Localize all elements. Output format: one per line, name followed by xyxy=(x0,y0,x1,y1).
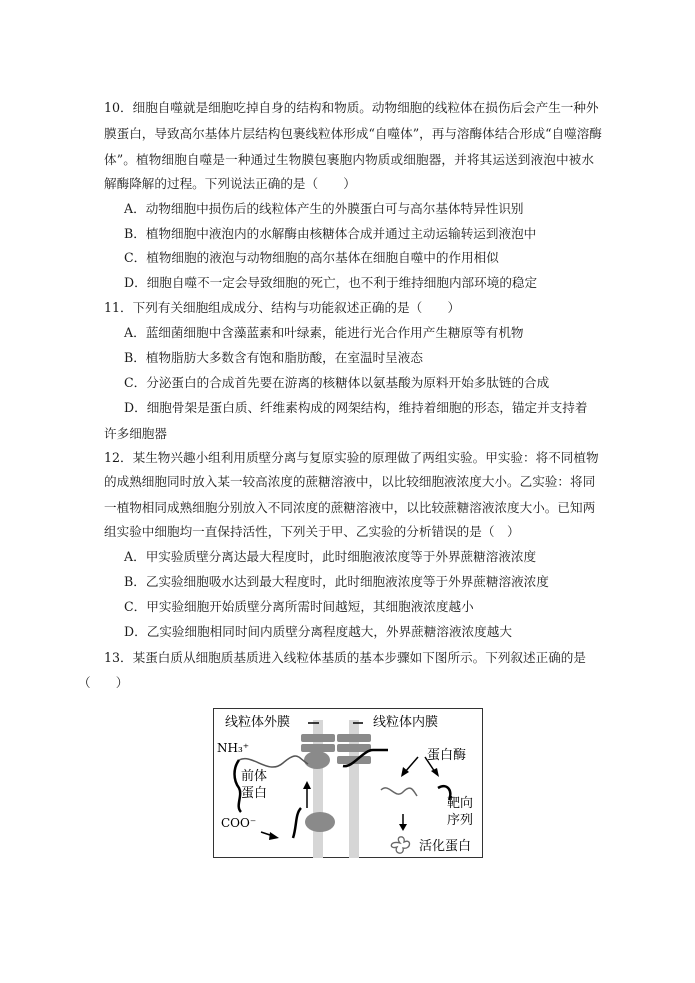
q10-option-a-text: A．动物细胞中损伤后的线粒体产生的外膜蛋白可与高尔基体特异性识别 xyxy=(124,201,524,216)
coo-label: COO⁻ xyxy=(221,816,257,830)
q11-option-a-text: A．蓝细菌细胞中含藻蓝素和叶绿素，能进行光合作用产生糖原等有机物 xyxy=(124,325,524,340)
q13-answer-blank: （ ） xyxy=(78,675,129,690)
q10-stem-line-4: 解酶降解的过程。下列说法正确的是（ ） xyxy=(104,176,356,191)
outer-channel-globule xyxy=(304,751,330,769)
q10-option-c xyxy=(104,250,594,266)
q10-option-a xyxy=(104,201,594,217)
q12-option-c xyxy=(104,599,594,615)
q12-option-c-text: C．甲实验细胞开始质壁分离所需时间越短，其细胞液浓度越小 xyxy=(124,599,474,614)
q12-stem-line-3: 一植物相同成熟细胞分别放入不同浓度的蔗糖溶液中，以比较蔗糖溶液浓度大小。已知两 xyxy=(104,500,596,515)
q10-option-b-text: B．植物细胞中液泡内的水解酶由核糖体合成并通过主动运输转运到液泡中 xyxy=(124,226,537,241)
q10-option-b xyxy=(104,226,594,242)
target-sequence-label-line-1: 靶向 xyxy=(447,796,474,811)
precursor-label-line-2: 蛋白 xyxy=(241,786,268,801)
outer-membrane-label: 线粒体外膜 xyxy=(225,715,291,730)
protease-label: 蛋白酶 xyxy=(427,748,467,763)
target-sequence-label-line-2: 序列 xyxy=(447,813,474,828)
q11-option-d-text: D．细胞骨架是蛋白质、纤维素构成的网架结构，维持着细胞的形态，锚定并支持着 xyxy=(124,400,588,415)
inner-channel-mid xyxy=(337,744,371,752)
q12-option-a-text: A．甲实验质壁分离达最大程度时，此时细胞液浓度等于外界蔗糖溶液浓度 xyxy=(124,549,537,564)
q11-option-b xyxy=(104,350,594,366)
q11-option-c-text: C．分泌蛋白的合成首先要在游离的核糖体以氨基酸为原料开始多肽链的合成 xyxy=(124,375,550,390)
activated-protein-label: 活化蛋白 xyxy=(419,839,472,854)
q11-option-a xyxy=(104,325,594,341)
q11-option-d xyxy=(104,400,594,416)
q10-option-d-text: D．细胞自噬不一定会导致细胞的死亡，也不利于维持细胞内部环境的稳定 xyxy=(124,275,538,290)
q10-option-d xyxy=(104,275,594,291)
q10-stem-line-1: 10．细胞自噬就是细胞吃掉自身的结构和物质。动物细胞的线粒体在损伤后会产生一种外 xyxy=(104,100,599,115)
q11-option-d-continued: 许多细胞器 xyxy=(104,426,167,441)
q12-stem-line-1: 12．某生物兴趣小组利用质壁分离与复原实验的原理做了两组实验。甲实验：将不同植物 xyxy=(104,450,599,465)
q10-stem-line-3: 体”。植物细胞自噬是一种通过生物膜包裹胞内物质或细胞器，并将其运送到液泡中被水 xyxy=(104,152,594,167)
q12-stem-line-4: 组实验中细胞均一直保持活性，下列关于甲、乙实验的分析错误的是（ ） xyxy=(104,524,520,539)
outer-channel-mid xyxy=(301,744,335,752)
q13-stem: 13．某蛋白质从细胞质基质进入线粒体基质的基本步骤如下图所示。下列叙述正确的是 xyxy=(104,650,586,665)
precursor-label-line-1: 前体 xyxy=(241,769,268,784)
q12-option-d-text: D．乙实验细胞相同时间内质壁分离程度越大，外界蔗糖溶液浓度越大 xyxy=(124,624,512,639)
q12-stem-line-2: 的成熟细胞同时放入某一较高浓度的蔗糖溶液中，以比较细胞液浓度大小。乙实验：将同 xyxy=(104,474,596,489)
q11-option-c xyxy=(104,375,594,391)
nh3-label: NH₃⁺ xyxy=(217,741,250,755)
q12-option-b-text: B．乙实验细胞吸水达到最大程度时，此时细胞液浓度等于外界蔗糖溶液浓度 xyxy=(124,574,549,589)
q11-stem: 11．下列有关细胞组成成分、结构与功能叙述正确的是（ ） xyxy=(104,300,461,315)
q11-option-b-text: B．植物脂肪大多数含有饱和脂肪酸，在室温时呈液态 xyxy=(124,350,423,365)
outer-channel-top xyxy=(301,734,335,742)
q10-stem-line-2: 膜蛋白，导致高尔基体片层结构包裹线粒体形成“自噬体”，再与溶酶体结合形成“自噬溶酶 xyxy=(104,126,602,141)
q10-option-c-text: C．植物细胞的液泡与动物细胞的高尔基体在细胞自噬中的作用相似 xyxy=(124,250,499,265)
q12-option-a xyxy=(104,549,594,565)
precursor-protein-body xyxy=(305,812,335,832)
mitochondria-import-diagram xyxy=(213,708,483,858)
q12-option-b xyxy=(104,574,594,590)
inner-membrane-label: 线粒体内膜 xyxy=(373,715,439,730)
q12-option-d xyxy=(104,624,594,640)
inner-channel-top xyxy=(337,734,371,742)
